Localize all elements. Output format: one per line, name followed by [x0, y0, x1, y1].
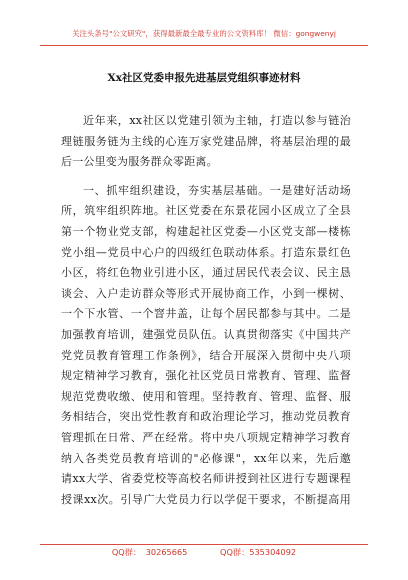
- document-body: [61, 111, 351, 510]
- footer-divider: [40, 544, 368, 545]
- footer-qq-group-1: QQ群： 30265665: [111, 547, 188, 557]
- footer-qq-group-2: QQ群：535304092: [220, 547, 297, 557]
- paragraph-line: 授课xx次。引导广大党员力行以学促干要求，不断提高用: [61, 492, 351, 506]
- paragraph-line: 后一公里变为服务群众零距离。: [61, 155, 218, 169]
- paragraph-line: 纳入各类党员教育培训的"必修课"，xx年以来，先后邀: [61, 451, 351, 465]
- document-title: Xx社区党委申报先进基层党组织事迹材料: [107, 72, 301, 84]
- paragraph-line: 管理抓在日常、严在经常。将中央八项规定精神学习教育: [61, 430, 351, 444]
- paragraph-line: 规范党费收缴、使用和管理。坚持教育、管理、监督、服: [61, 389, 351, 403]
- paragraph-line: 一个下水管、一个窨井盖，让每个居民都参与其中。二是: [61, 307, 351, 321]
- paragraph-line: 近年来，xx社区以党建引领为主轴，打造以参与链治: [83, 114, 351, 127]
- paragraph-line: 请xx大学、省委党校等高校名师讲授到社区进行专题课程: [61, 472, 351, 486]
- paragraph-line: 小区，将红色物业引进小区，通过居民代表会议、民主恳: [61, 266, 351, 280]
- paragraph-line: 一、抓牢组织建设，夯实基层基础。一是建好活动场: [83, 183, 351, 197]
- paragraph-line: 谈会、入户走访群众等形式开展协商工作，小到一棵树、: [61, 286, 351, 300]
- paragraph-line: 党小组—党员中心户的四级红色联动体系。打造东景红色: [61, 245, 351, 259]
- paragraph-line: 所，筑牢组织阵地。社区党委在东景花园小区成立了全县: [61, 204, 351, 218]
- paragraph-line: 规定精神学习教育，强化社区党员日常教育、管理、监督: [61, 369, 351, 383]
- paragraph-organization: [61, 181, 351, 511]
- paragraph-line: 第一个物业党支部，构建起社区党委—小区党支部—楼栋: [61, 224, 351, 238]
- header-banner: 关注头条号"公文研究"，获得最新最全最专业的公文资料库！ 微信：gongwenyj: [72, 29, 336, 38]
- paragraph-line: 加强教育培训，建强党员队伍。认真贯彻落实《中国共产: [61, 327, 351, 341]
- header-divider: [40, 45, 368, 46]
- paragraph-line: 务相结合，突出党性教育和政治理论学习，推动党员教育: [61, 410, 351, 424]
- paragraph-line: 理链服务链为主线的心连万家党建品牌，将基层治理的最: [61, 134, 351, 148]
- paragraph-line: 党党员教育管理工作条例》，结合开展深入贯彻中央八项: [61, 348, 351, 362]
- footer: [0, 547, 408, 558]
- paragraph-intro: [61, 111, 351, 173]
